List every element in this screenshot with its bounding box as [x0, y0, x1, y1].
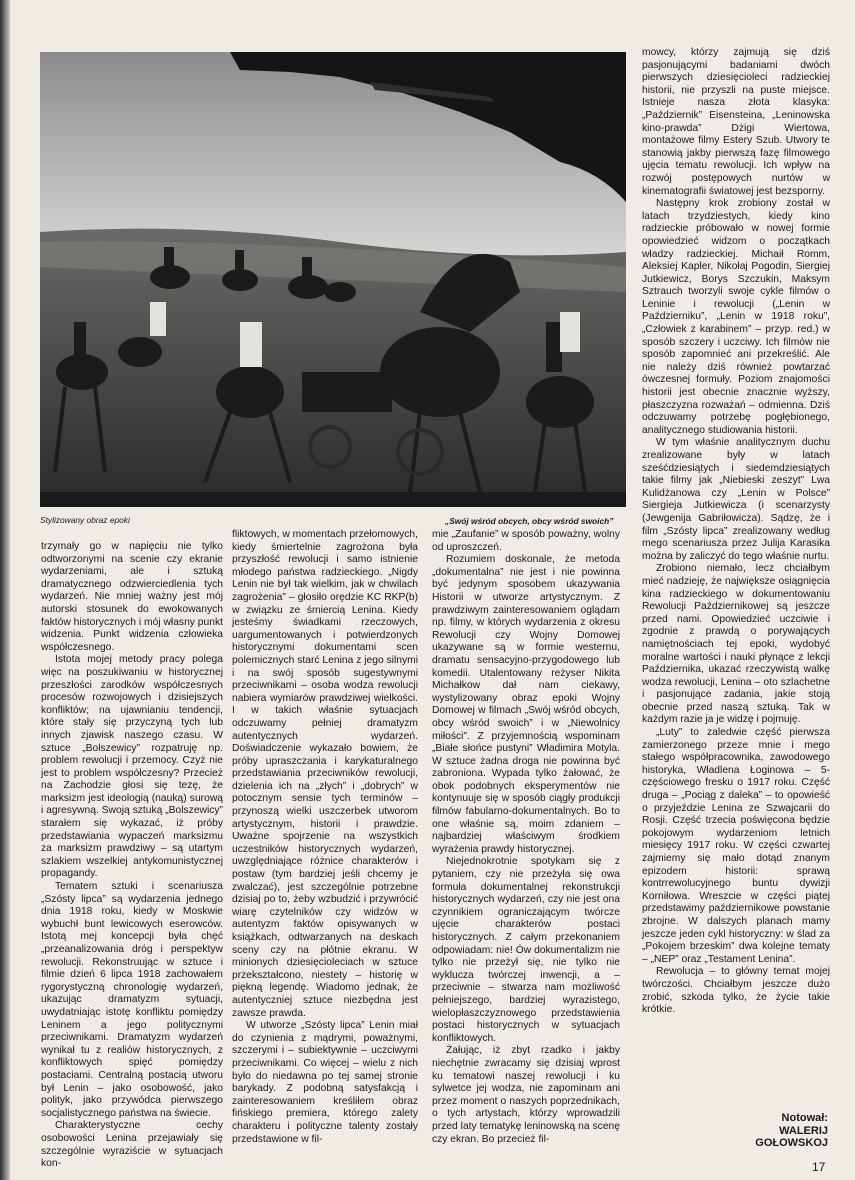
- paragraph: „Luty” to zaledwie część pierwsza zamierzonego przeze mnie i mego stałego współpracownika, zawodowego historyka, Władlena Łoginowa – 5-częściowego fresku o 1917 roku. Część druga – „Pociąg z daleka” – to opowieść o przyjeździe Lenina ze Szwajcarii do Rosji. Część trzecia poświęcona będzie pokojowym wydarzeniom letnich miesięcy 1917 roku. W części czwartej zajmiemy się mało dotąd znanym epizodem historii: sprawą kontrrewolucyjnego buntu dywizji Korniłowa. Wreszcie w części piątej przedstawimy październikowe powstanie zbrojne. W dalszych planach mamy jeszcze jeden cykl historyczny: w ślad za „Pokojem brzeskim” dwa kolejne tematy – „NEP” oraz „Testament Lenina”.: [642, 727, 830, 965]
- photo-caption-left: Stylizowany obraz epoki: [40, 515, 130, 525]
- paragraph: Zrobiono niemało, lecz chciałbym mieć nadzieję, że największe osiągnięcia kina radzieckiego w dokumentowaniu Rewolucji Październikowej są jeszcze przed nami. Opowiedzieć uczciwie i zgodnie z prawdą o porywających namiętnościach tej epoki, wydobyć moralne wartości i nauki płynące z lekcji Października, ukazać rzeczywistą walkę wodza rewolucji, Lenina – oto szlachetne i pasjonujące zadania, jakie stoją obecnie przed naszą sztuką. Tak w każdym razie ja je widzę i pojmuję.: [642, 563, 830, 726]
- article-column-4: [642, 47, 830, 1017]
- signature-name-first: WALERIJ: [779, 1124, 828, 1137]
- article-column-3: [432, 529, 620, 1146]
- page-number: 17: [812, 1160, 826, 1174]
- paragraph: W utworze „Szósty lipca” Lenin miał do czynienia z mądrymi, poważnymi, szczerymi i – subiektywnie – uczciwymi przeciwnikami. Co więcej – wielu z nich było do niedawna po tej samej stronie barykady. Z podobną satysfakcją i zainteresowaniem kreśliłem obraz fińskiego premiera, którego zalety charakteru i polityczne talenty zostały przedstawione w fil-: [232, 1020, 418, 1145]
- article-column-1: [41, 541, 223, 1171]
- paragraph: Tematem sztuki i scenariusza „Szósty lipca” są wydarzenia jednego dnia 1918 roku, kiedy w Moskwie wybuchł bunt lewicowych eserowców. Istotą mej koncepcji była chęć „przeanalizowania dróg i perspektyw rewolucji. Rekonstruując w sztuce i filmie dzień 6 lipca 1918 zachowałem rygorystyczną chronologię wydarzeń, ukazując dramatyzm sytuacji, uwydatniając istotę konfliktu pomiędzy Leninem a jego politycznymi przeciwnikami. Dramatyzm wydarzeń wynikał tu z realiów historycznych, z konfliktowych spięć pomiędzy postaciami. Centralną postacią utworu był Lenin – jako osobowość, jako polityk, jako przywódca pierwszego socjalistycznego państwa na świecie.: [41, 881, 223, 1119]
- paragraph: mowcy, którzy zajmują się dziś pasjonującymi badaniami dwóch pierwszych dziesięcioleci radzieckiej historii, nie przyszli na puste miejsce. Istnieje nasza złota klasyka: „Październik” Eisensteina, „Leninowska kino-prawda” Dżigi Wiertowa, montażowe filmy Estery Szub. Utwory te stanowią jakby pierwszą fazę filmowego ujęcia tematu rewolucji. Ich wpływ na rozwój postępowych nurtów w kinematografii światowej jest bezsporny.: [642, 47, 830, 197]
- paragraph: Rewolucja – to główny temat mojej twórczości. Chciałbym jeszcze dużo zrobić, szkoda tylko, że życie takie krótkie.: [642, 966, 830, 1016]
- paragraph: Istota mojej metody pracy polega więc na poszukiwaniu w historycznej przeszłości zarodków współczesnych procesów rozwojowych i dzisiejszych konfliktów; na ujawnianiu tendencji, które stały się przyczyną tych lub innych zjawisk naszego czasu. W sztuce „Bolszewicy” rozpatruję np. problem rewolucji i przemocy. Czyż nie jest to problem współczesny? Przecież na Zachodzie głosi się tezę, że marksizm jest ideologią (nauką) surową i agresywną. Swoją sztuką „Bolszewicy” starałem się wykazać, iż próby przedstawiania wypaczeń marksizmu za marksizm prawdziwy – są utartym szlakiem wszelkiej antykomunistycznej propagandy.: [41, 654, 223, 880]
- paragraph: trzymały go w napięciu nie tylko odtworzonymi na scenie czy ekranie wydarzeniami, ale i sztuką dramatycznego odzwierciedlenia tych wydarzeń. Nie mniej ważny jest mój autorski stosunek do ewokowanych faktów historycznych i mój własny punkt widzenia. Punkt widzenia człowieka współczesnego.: [41, 541, 223, 653]
- signature-name-last: GOŁOWSKOJ: [755, 1137, 828, 1150]
- paragraph: fliktowych, w momentach przełomowych, kiedy śmiertelnie zagrożona była przyszłość rewolucji i samo istnienie młodego państwa radzieckiego. „Nigdy Lenin nie był tak wielkim, jak w chwilach zagrożenia” – głosiło orędzie KC RKP(b) w związku ze śmiercią Lenina. Kiedy jesteśmy świadkami rzeczowych, uargumentowanych i potwierdzonych historycznymi dokumentami scen polemicznych starć Lenina z jego silnymi i na swój sposób sugestywnymi przeciwnikami – osoba wodza rewolucji nabiera wymiarów prawdziwej wielkości. I w takich właśnie sytuacjach odczuwamy pełniej dramatyzm autentycznych wydarzeń. Doświadczenie wykazało bowiem, że próby upraszczania i karykaturalnego przedstawiania przeciwników rewolucji, dzielenia ich na „złych” i „dobrych” w potocznym sensie tych terminów – przynoszą wielki uszczerbek utworom artystycznym, historii i prawdzie. Uważne spojrzenie na wszystkich uczestników historycznych wydarzeń, uwzględniające różnice charakterów i postaw (tym bardziej jeśli chcemy je zwalczać), jest szczególnie potrzebne dzisiaj po to, żeby wzbudzić i przywrócić wiarę czytelników czy widzów w autentyzm faktów opisywanych w książkach, odtwarzanych na deskach sceny czy na płótnie ekranu. W minionych dziesięcioleciach w sztuce przekształcono, niestety – historię w piękną legendę. Wiadomo jednak, że autentyczniej sztuce niezbędna jest zawsze prawda.: [232, 529, 418, 1019]
- author-signature: [730, 1112, 828, 1150]
- article-column-2: [232, 529, 418, 1146]
- paragraph: Żałując, iż zbyt rzadko i jakby niechętnie zwracamy się dzisiaj wprost ku tematowi naszej rewolucji i ku sylwetce jej wodza, nie zapominam ani przez moment o naszych poprzednikach, o tych artystach, którzy wprowadzili przed laty tematykę leninowską na scenę czy ekran. Bo przecież fil-: [432, 1045, 620, 1145]
- photo-caption-right: „Swój wśród obcych, obcy wśród swoich”: [445, 516, 614, 526]
- paragraph: Niejednokrotnie spotykam się z pytaniem, czy nie przeżyła się owa formuła dokumentalnej rekonstrukcji historycznych wydarzeń, czy nie jest ona czynnikiem ograniczającym twórcze ujęcie charakterów postaci historycznych. Z całym przekonaniem odpowiadam: nie! Ów dokumentalizm nie tylko nie przeżył się, nie tylko nie wyklucza twórczej inwencji, a – przeciwnie – stwarza nam możliwość pełniejszego, bardziej wyrazistego, wielopłaszczyznowego przedstawienia postaci historycznych w sytuacjach konfliktowych.: [432, 856, 620, 1044]
- film-still-photo: [40, 52, 626, 507]
- signature-label: Notował:: [781, 1112, 828, 1124]
- paragraph: Następny krok zrobiony został w latach trzydziestych, kiedy kino radzieckie próbowało w nowej formie opowiedzieć widzom o początkach władzy radzieckiej. Michaił Romm, Aleksiej Kapler, Nikołaj Pogodin, Siergiej Jutkiewicz, Borys Szczukin, Maksym Sztrauch tworzyli swoje cykle filmów o Leninie i rewolucji („Lenin w Październiku”, „Lenin w 1918 roku”, „Człowiek z karabinem” – przyp. red.) w sposób szczery i uczciwy. Ich filmów nie sposób zapomnieć ani przekreślić. Ale nie należy dziś również powtarzać ówczesnej formuły. Poziom znajomości historii jest obecnie znacznie wyższy, płaszczyzna rozważań – odmienna. Dziś odczuwamy potrzebę pogłębionego, analitycznego studiowania historii.: [642, 198, 830, 436]
- paragraph: mie „Zaufanie” w sposób poważny, wolny od uproszczeń.: [432, 529, 620, 553]
- paragraph: Charakterystyczne cechy osobowości Lenina przejawiały się szczególnie wyraziście w sytuacjach kon-: [41, 1120, 223, 1170]
- paragraph: Rozumiem doskonale, że metoda „dokumentalna” nie jest i nie powinna być jedynym sposobem ukazywania Historii w utworze artystycznym. Z prawdziwym zainteresowaniem oglądam np. filmy, w których wydarzenia z okresu Rewolucji czy Wojny Domowej ukazywane są w formie westernu, dramatu sensacyjno-przygodowego lub komedii. Utalentowany reżyser Nikita Michałkow dał nam ciekawy, wystylizowany obraz epoki Wojny Domowej w filmach „Swój wśród obcych, obcy wśród swoich” i w „Niewolnicy miłości”. Z przyjemnością wspominam „Białe słońce pustyni” Władimira Motyla. W sztuce żadna droga nie powinna być zabroniona. Wypada tylko żałować, że obok podobnych eksperymentów nie kontynuuje się w sposób ciągły produkcji filmów fabularno-dokumentalnych. Bo to one właśnie są, moim zdaniem – najbardziej właściwym środkiem wyrażenia prawdy historycznej.: [432, 554, 620, 855]
- scan-binding-edge: [0, 0, 10, 1180]
- paragraph: W tym właśnie analitycznym duchu zrealizowane były w latach sześćdziesiątych i siedemdziesiątych takie filmy jak „Niebieski zeszyt” Lwa Kulidżanowa czy „Lenin w Polsce” Siergieja Jutkiewicza (i scenarzysty (Jewgenija Gabriłowicza). Sądzę, że i film „Szósty lipca” zrealizowany według mego scenariusza przez Julija Karasika można by zaliczyć do tego właśnie nurtu.: [642, 437, 830, 562]
